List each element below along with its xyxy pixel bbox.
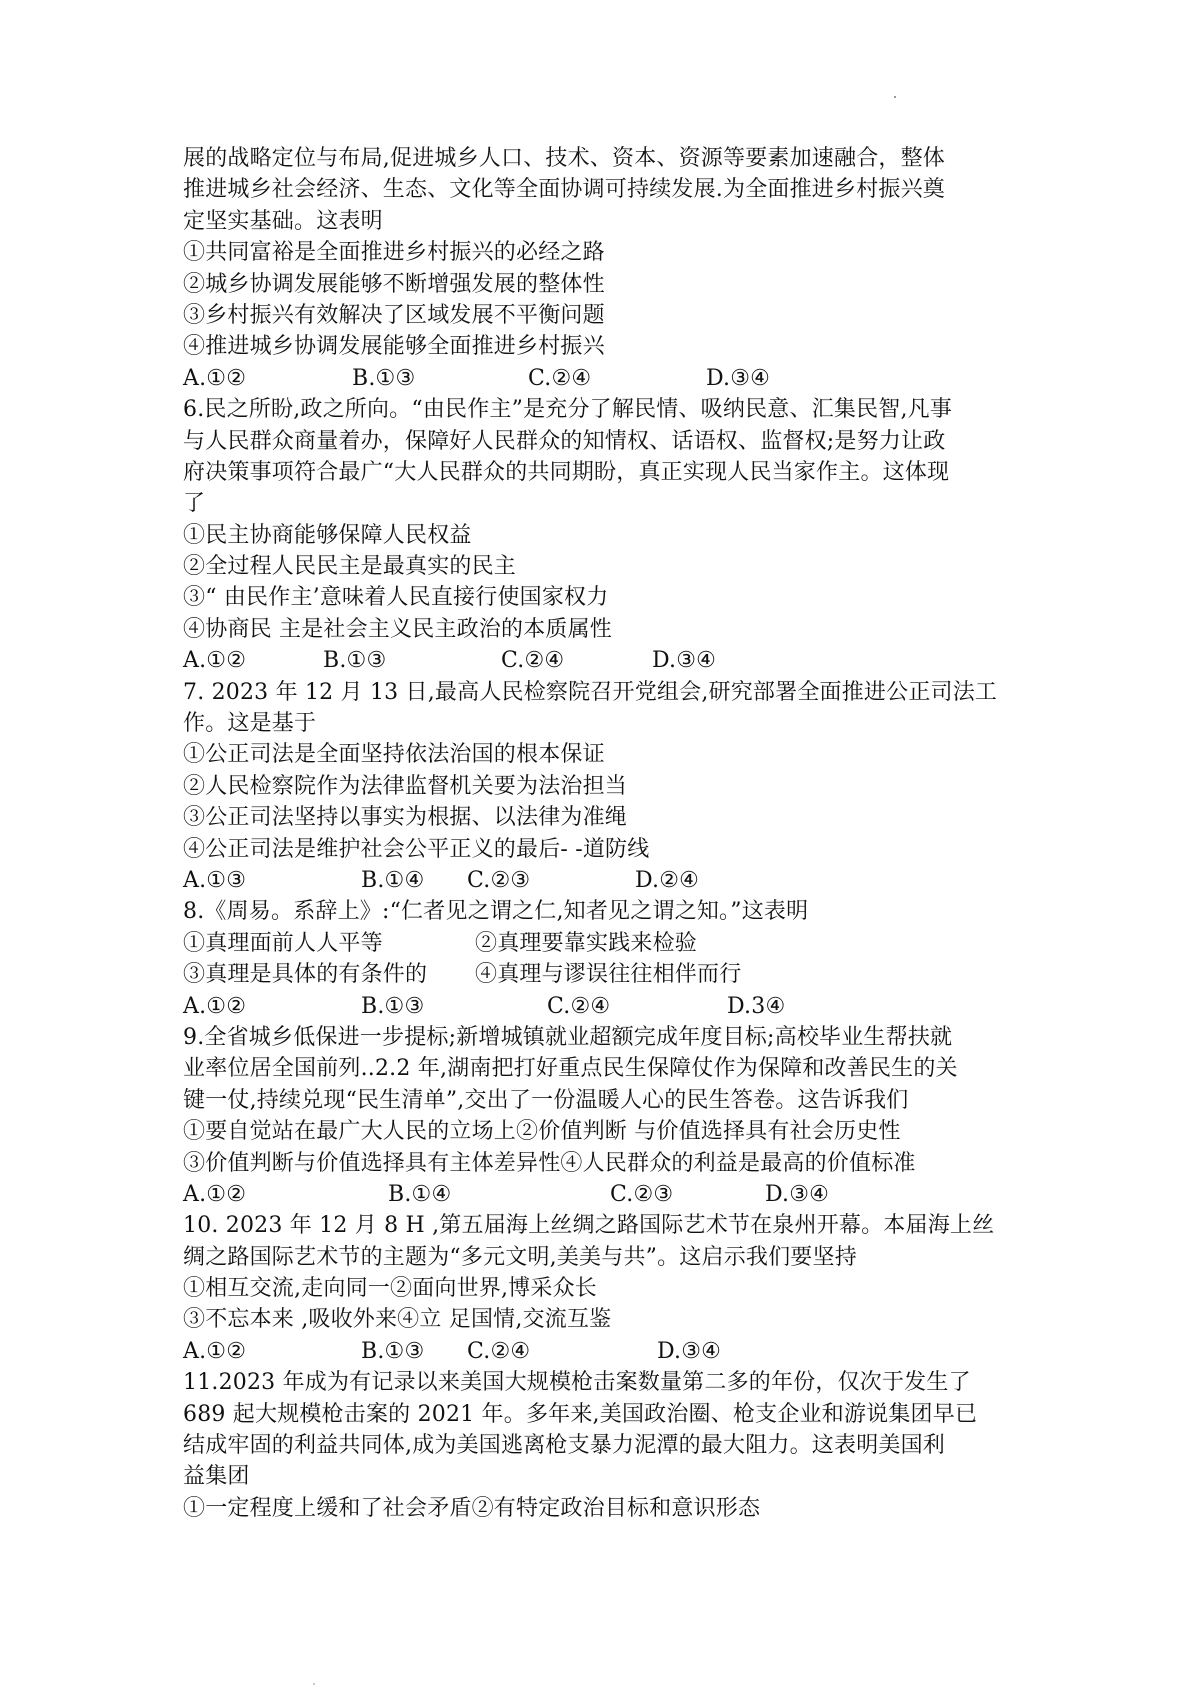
statement-item: ①民主协商能够保障人民权益	[183, 522, 472, 548]
statement-item: ③乡村振兴有效解决了区域发展不平衡问题	[183, 302, 605, 328]
question-stem-line: 作。这是基于	[183, 711, 317, 737]
option-b: B.①③	[361, 993, 425, 1019]
statement-item: ①真理面前人人平等	[183, 930, 383, 956]
exam-page	[183, 143, 1033, 1524]
statement-row	[183, 928, 1033, 959]
question-stem-line: 绸之路国际艺术节的主题为“多元文明,美美与共”。这启示我们要坚持	[183, 1244, 857, 1270]
option-d: D.3④	[727, 993, 786, 1019]
statement-item: ②城乡协调发展能够不断增强发展的整体性	[183, 271, 605, 297]
option-c: C.②④	[501, 648, 565, 674]
question-stem-line: 结成牢固的利益共同体,成为美国逃离枪支暴力泥潭的最大阻力。这表明美国利	[183, 1433, 945, 1459]
answer-options	[183, 645, 1033, 676]
statement-item: ①一定程度上缓和了社会矛盾②有特定政治目标和意识形态	[183, 1495, 761, 1521]
question-stem-line: 9.全省城乡低保进一步提标;新增城镇就业超额完成年度目标;高校毕业生帮扶就	[183, 1024, 953, 1050]
statement-item: ③不忘本来 ,吸收外来④立 足国情,交流互鉴	[183, 1307, 612, 1333]
question-7	[183, 677, 1033, 897]
option-c: C.②④	[467, 1338, 531, 1364]
statement-item: ①要自觉站在最广大人民的立场上②价值判断 与价值选择具有社会历史性	[183, 1119, 901, 1145]
question-stem-line: 推进城乡社会经济、生态、文化等全面协调可持续发展.为全面推进乡村振兴奠	[183, 177, 945, 203]
option-b: B.①④	[388, 1181, 452, 1207]
option-b: B.①③	[323, 648, 387, 674]
statement-item: ②人民检察院作为法律监督机关要为法治担当	[183, 773, 628, 799]
option-d: D.③④	[706, 365, 771, 391]
question-stem-line: 了	[183, 491, 206, 517]
answer-options	[183, 865, 1033, 896]
scan-speck	[313, 1683, 315, 1685]
option-a: A.①②	[183, 1181, 247, 1207]
answer-options	[183, 363, 1033, 394]
question-stem-line: 业率位居全国前列..2.2 年,湖南把打好重点民生保障仗作为保障和改善民生的关	[183, 1056, 958, 1082]
option-d: D.③④	[765, 1181, 830, 1207]
question-stem-line: 6.民之所盼,政之所向。“由民作主”是充分了解民情、吸纳民意、汇集民智,凡事	[183, 397, 953, 423]
option-a: A.①②	[183, 993, 247, 1019]
statement-item: ①共同富裕是全面推进乡村振兴的必经之路	[183, 240, 605, 266]
answer-options	[183, 991, 1033, 1022]
question-9	[183, 1022, 1033, 1210]
option-d: D.③④	[657, 1338, 722, 1364]
question-stem-line: 府决策事项符合最广“大人民群众的共同期盼，真正实现人民当家作主。这体现	[183, 459, 950, 485]
answer-options	[183, 1179, 1033, 1210]
question-11	[183, 1367, 1033, 1524]
option-a: A.①③	[183, 867, 247, 893]
question-stem-line: 键一仗,持续兑现“民生清单”,交出了一份温暖人心的民生答卷。这告诉我们	[183, 1087, 909, 1113]
answer-options	[183, 1336, 1033, 1367]
question-stem-line: 7. 2023 年 12 月 13 日,最高人民检察院召开党组会,研究部署全面推进公正司法工	[183, 679, 998, 705]
statement-item: ④真理与谬误往往相伴而行	[475, 962, 742, 988]
question-stem-line: 10. 2023 年 12 月 8 H ,第五届海上丝绸之路国际艺术节在泉州开幕。本届海上丝	[183, 1213, 995, 1239]
option-b: B.①③	[352, 365, 416, 391]
option-c: C.②③	[467, 867, 531, 893]
scan-speck	[894, 96, 896, 98]
statement-row	[183, 959, 1033, 990]
option-c: C.②④	[547, 993, 611, 1019]
statement-item: ④推进城乡协调发展能够全面推进乡村振兴	[183, 334, 605, 360]
option-b: B.①④	[361, 867, 425, 893]
option-d: D.③④	[652, 648, 717, 674]
question-10	[183, 1210, 1033, 1367]
statement-item: ③公正司法坚持以事实为根据、以法律为准绳	[183, 805, 628, 831]
statement-item: ①公正司法是全面坚持依法治国的根本保证	[183, 742, 605, 768]
statement-item: ①相互交流,走向同一②面向世界,博采众长	[183, 1276, 597, 1302]
question-5	[183, 143, 1033, 394]
statement-item: ③真理是具体的有条件的	[183, 962, 428, 988]
statement-item: ④公正司法是维护社会公平正义的最后- -道防线	[183, 836, 650, 862]
question-stem-line: 定坚实基础。这表明	[183, 208, 383, 234]
question-6	[183, 394, 1033, 677]
option-b: B.①③	[361, 1338, 425, 1364]
question-stem-line: 8.《周易。系辞上》:“仁者见之谓之仁,知者见之谓之知。”这表明	[183, 899, 809, 925]
question-stem-line: 689 起大规模枪击案的 2021 年。多年来,美国政治圈、枪支企业和游说集团早已	[183, 1401, 978, 1427]
option-c: C.②④	[528, 365, 592, 391]
option-c: C.②③	[610, 1181, 674, 1207]
statement-item: ③价值判断与价值选择具有主体差异性④人民群众的利益是最高的价值标准	[183, 1150, 916, 1176]
option-a: A.①②	[183, 365, 247, 391]
statement-item: ②真理要靠实践来检验	[475, 930, 698, 956]
question-stem-line: 展的战略定位与布局,促进城乡人口、技术、资本、资源等要素加速融合，整体	[183, 146, 945, 171]
question-stem-line: 与人民群众商量着办，保障好人民群众的知情权、话语权、监督权;是努力让政	[183, 428, 946, 454]
question-stem-line: 益集团	[183, 1464, 250, 1490]
statement-item: ②全过程人民民主是最真实的民主	[183, 554, 517, 580]
option-d: D.②④	[635, 867, 700, 893]
question-8	[183, 896, 1033, 1022]
option-a: A.①②	[183, 648, 247, 674]
option-a: A.①②	[183, 1338, 247, 1364]
question-stem-line: 11.2023 年成为有记录以来美国大规模枪击案数量第二多的年份，仅次于发生了	[183, 1370, 971, 1396]
statement-item: ④协商民 主是社会主义民主政治的本质属性	[183, 616, 612, 642]
statement-item: ③“ 由民作主’意味着人民直接行使国家权力	[183, 585, 609, 611]
